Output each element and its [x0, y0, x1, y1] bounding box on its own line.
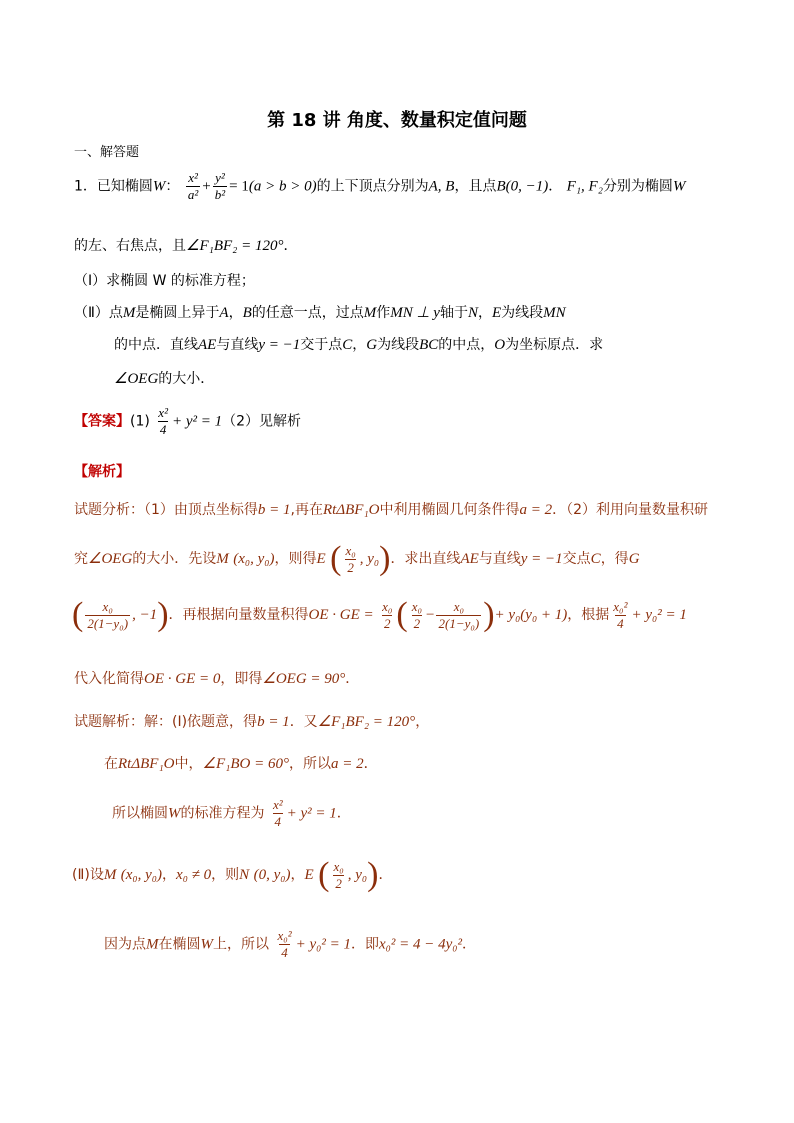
right-paren: )	[483, 596, 495, 633]
math-var: MN	[543, 305, 566, 321]
text: ．	[548, 178, 563, 195]
text: ．	[363, 756, 378, 772]
text: 的中点，	[438, 337, 495, 353]
text: 试题分析：（1）由顶点坐标得	[74, 502, 258, 518]
math-var: A	[219, 305, 229, 321]
math-var: N	[467, 305, 478, 321]
analysis-label: 【解析】	[74, 464, 130, 480]
math-expr: x₀ ≠ 0	[176, 867, 212, 883]
math-var: N	[239, 867, 250, 883]
text: 为坐标原点．求	[505, 337, 604, 353]
math-expr: MN ⊥ y	[390, 305, 440, 321]
text: ，且点	[454, 178, 497, 195]
text: ：	[165, 178, 180, 195]
analysis-line-2	[74, 542, 640, 576]
question-2-line-3	[114, 368, 214, 388]
math-point: (0, y₀)	[253, 867, 291, 883]
text: ．	[462, 936, 476, 953]
answer-line	[74, 405, 301, 438]
text: 试题解析：解：(Ⅰ)依题意，得	[74, 714, 258, 730]
text: 与直线	[478, 551, 521, 567]
math-eq: y = −1	[520, 551, 563, 567]
math-eq: x₀² = 4 − 4y₀²	[379, 936, 462, 953]
math-var: W	[152, 178, 166, 195]
analysis-line-1	[74, 499, 708, 519]
math-var: W	[168, 805, 181, 822]
left-paren: (	[330, 540, 342, 577]
fraction: $\frac{\text{x²}}{4}$	[272, 797, 283, 829]
analysis-line-3	[72, 598, 687, 632]
text: ，则得	[274, 551, 317, 567]
math-var: M	[122, 305, 136, 321]
problem-number: 1．	[74, 178, 97, 195]
math-eq: = 1	[229, 178, 249, 195]
math-var: W	[200, 936, 213, 953]
math-angle: ∠F₁BF₂ = 120°	[317, 714, 416, 730]
text: （Ⅱ）点	[74, 305, 123, 321]
math-var: E	[316, 551, 326, 567]
fraction: $\frac{\text{x²}}{\text{a²}}$	[187, 170, 199, 202]
fraction: $\frac{\text{y²}}{\text{b²}}$	[214, 170, 226, 202]
text: ，得	[600, 551, 629, 567]
math-angle: ∠F₁BF₂ = 120°	[186, 238, 284, 254]
fraction: $\frac{\text{x₀}}{2}$	[345, 542, 356, 575]
math-var: M	[103, 867, 117, 883]
text: 是椭圆上异于	[135, 305, 220, 321]
math-angle: ∠OEG = 90°	[262, 671, 346, 687]
text: ．又	[289, 714, 318, 730]
text: ．（2）利用向量数量积研	[552, 502, 709, 518]
fraction: $\frac{\text{x²}}{4}$	[158, 405, 168, 437]
fraction: $\frac{\text{x₀²}}{4}$	[613, 598, 628, 631]
problem-line-1	[74, 170, 685, 203]
text: 的中点．直线	[114, 337, 198, 353]
text: 上，所以	[213, 936, 269, 953]
text: ,再在	[290, 502, 323, 518]
left-paren: (	[72, 596, 84, 633]
text: 在	[104, 756, 118, 772]
math-angle: ∠OEG	[114, 371, 159, 387]
text: 的大小．	[158, 371, 215, 387]
math-var: A, B	[428, 178, 455, 195]
text: ．	[336, 805, 351, 822]
fraction: $\frac{\text{x₀²}}{4}$	[277, 928, 292, 960]
text: 的上下顶点分别为	[316, 178, 429, 195]
text: ．	[378, 867, 393, 883]
math-eq: a = 2	[519, 502, 553, 518]
text: 代入化简得	[74, 671, 144, 687]
math-var: C	[342, 337, 353, 353]
text: ，所以	[288, 756, 331, 772]
math-eq: y = −1	[258, 337, 301, 353]
text: 的标准方程为	[180, 805, 265, 822]
math-eq: + y² = 1	[286, 805, 337, 822]
right-paren: )	[367, 856, 379, 893]
math-expr: + y₀(y₀ + 1)	[494, 607, 568, 623]
math-var: W	[672, 178, 686, 195]
text: (1)	[130, 413, 150, 430]
math-var: G	[366, 337, 378, 353]
fraction: $\frac{\text{x₀}}{\text{2(1−y₀)}}$	[438, 598, 480, 631]
text: 的左、右焦点，且	[74, 238, 186, 254]
text: ，	[352, 337, 367, 353]
solution-line-1	[74, 711, 429, 731]
math-expr: RtΔBF₁O	[118, 756, 175, 772]
fraction: $\frac{\text{x₀}}{2}$	[333, 858, 344, 891]
math-eq: b = 1	[257, 714, 290, 730]
math-point: B(0, −1)	[496, 178, 549, 195]
math-expr: , −1	[132, 607, 158, 623]
text: 作	[376, 305, 391, 321]
text: 分别为椭圆	[602, 178, 673, 195]
text: ，	[415, 714, 430, 730]
text: ，根据	[567, 607, 610, 623]
text: ．再根据向量数量积得	[168, 607, 309, 623]
math-eq: + y₀² = 1	[631, 607, 687, 623]
solution-line-2	[104, 753, 378, 773]
math-var: C	[590, 551, 601, 567]
section-heading: 一、解答题	[74, 145, 140, 160]
math-var: M	[363, 305, 377, 321]
math-eq: a = 2	[330, 756, 364, 772]
text: ，	[477, 305, 492, 321]
text: 为线段	[501, 305, 544, 321]
math-expr: , y₀	[347, 867, 368, 883]
text: 究	[74, 551, 88, 567]
text: （2）见解析	[222, 413, 302, 430]
vector-dot-product: OE · GE = 0	[144, 671, 221, 687]
math-var: AE	[198, 337, 217, 353]
math-cond: (a > b > 0)	[248, 178, 317, 195]
page-title: 第 18 讲 角度、数量积定值问题	[267, 110, 527, 131]
text: 中，	[174, 756, 203, 772]
solution-line-3	[112, 797, 351, 830]
text: 的大小．先设	[132, 551, 217, 567]
text: ．	[283, 238, 298, 254]
right-paren: )	[157, 596, 169, 633]
text: 的任意一点，过点	[251, 305, 364, 321]
text: (Ⅱ)设	[72, 867, 104, 883]
text: ．	[345, 671, 360, 687]
text: ，则	[211, 867, 240, 883]
right-paren: )	[379, 540, 391, 577]
math-var: M	[216, 551, 229, 567]
fraction: $\frac{\text{x₀}}{2}$	[382, 598, 393, 631]
text: ，	[228, 305, 243, 321]
text: 轴于	[439, 305, 468, 321]
text: 在椭圆	[158, 936, 201, 953]
left-paren: (	[318, 856, 330, 893]
math-var: E	[304, 867, 314, 883]
math-var: G	[628, 551, 640, 567]
text: 因为点	[104, 936, 146, 953]
text: 交点	[562, 551, 591, 567]
text: 中利用椭圆几何条件得	[379, 502, 520, 518]
text: ，即得	[220, 671, 263, 687]
math-var: O	[494, 337, 506, 353]
solution-line-5	[104, 928, 476, 961]
text: ．即	[351, 936, 380, 953]
math-var: F₁, F₂	[566, 178, 603, 195]
math-var: B	[242, 305, 252, 321]
solution-line-4	[72, 858, 392, 892]
math-angle: ∠OEG	[88, 551, 133, 567]
text: ，	[162, 867, 177, 883]
problem-text: 已知椭圆	[96, 178, 153, 195]
math-var: AE	[460, 551, 479, 567]
analysis-line-4	[74, 668, 359, 688]
problem-line-2	[74, 235, 298, 255]
math-eq: + y² = 1	[171, 413, 223, 430]
math-eq: b = 1	[257, 502, 291, 518]
question-1: （Ⅰ）求椭圆 W 的标准方程；	[74, 273, 255, 289]
math-var: E	[491, 305, 502, 321]
math-var: M	[146, 936, 159, 953]
math-op: +	[202, 178, 211, 195]
math-expr: RtΔBF₁O	[323, 502, 380, 518]
text: 与直线	[216, 337, 259, 353]
text: 交于点	[300, 337, 343, 353]
text: ．求出直线	[390, 551, 461, 567]
left-paren: (	[396, 596, 408, 633]
fraction: $\frac{\text{x₀}}{\text{2(1−y₀)}}$	[87, 598, 129, 631]
text: 所以椭圆	[112, 805, 168, 822]
math-point: (x₀, y₀)	[233, 551, 275, 567]
math-angle: ∠F₁BO = 60°	[202, 756, 289, 772]
fraction: $\frac{\text{x₀}}{2}$	[411, 598, 423, 631]
math-point: (x₀, y₀)	[120, 867, 163, 883]
math-expr: , y₀	[359, 551, 380, 567]
question-2-line-1	[74, 302, 566, 322]
math-op: −	[426, 607, 435, 623]
answer-label: 【答案】	[74, 413, 130, 430]
vector-dot-product: OE · GE =	[308, 607, 374, 623]
text: ，	[290, 867, 305, 883]
math-var: BC	[419, 337, 439, 353]
question-2-line-2	[114, 334, 603, 354]
text: 为线段	[377, 337, 420, 353]
math-eq: + y₀² = 1	[295, 936, 352, 953]
